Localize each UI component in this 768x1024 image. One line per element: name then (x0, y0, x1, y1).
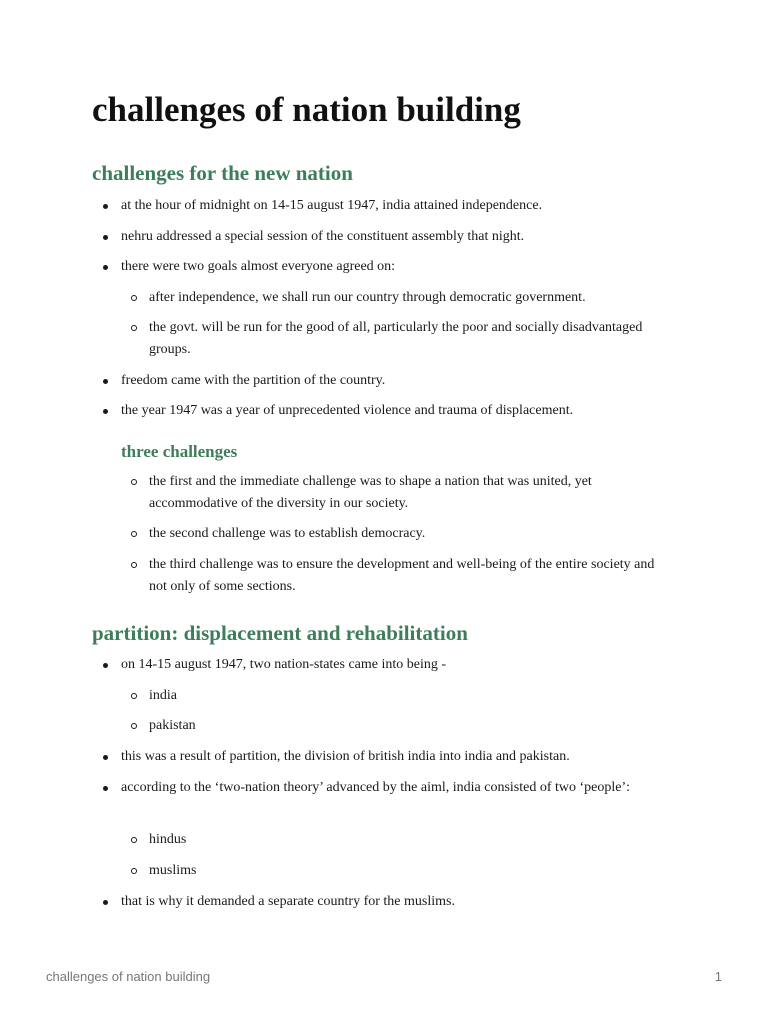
sub-list-item: the second challenge was to establish democracy. (149, 523, 661, 545)
list-item: the year 1947 was a year of unprecedented violence and trauma of displacement. (121, 400, 661, 422)
list-item: on 14-15 august 1947, two nation-states came into being - (121, 654, 661, 676)
sub-list-item: muslims (149, 860, 661, 882)
section-heading-partition: partition: displacement and rehabilitation (92, 621, 468, 645)
list-item: nehru addressed a special session of the constituent assembly that night. (121, 226, 661, 248)
list-item: according to the ‘two-nation theory’ advanced by the aiml, india consisted of two ‘people’: (121, 777, 661, 799)
sub-list-item: the first and the immediate challenge was to shape a nation that was united, yet accommodative of the diversity in our society. (149, 471, 661, 515)
sub-list-item: the govt. will be run for the good of all, particularly the poor and socially disadvantaged groups. (149, 317, 661, 361)
sub-list-item: hindus (149, 829, 661, 851)
list-item: freedom came with the partition of the country. (121, 370, 661, 392)
sub-list-item: after independence, we shall run our country through democratic government. (149, 287, 661, 309)
list-item: this was a result of partition, the division of british india into india and pakistan. (121, 746, 661, 768)
section-heading-new-nation: challenges for the new nation (92, 161, 353, 185)
subsection-heading-three-challenges: three challenges (121, 442, 238, 461)
sub-list-item: the third challenge was to ensure the development and well-being of the entire society and not only of some sections. (149, 554, 661, 598)
list-item: there were two goals almost everyone agreed on: (121, 256, 661, 278)
sub-list-item: pakistan (149, 715, 661, 737)
sub-list-item: india (149, 685, 661, 707)
list-item: at the hour of midnight on 14-15 august 1947, india attained independence. (121, 195, 661, 217)
list-item: that is why it demanded a separate country for the muslims. (121, 891, 661, 913)
page-number: 1 (714, 969, 722, 984)
footer-title: challenges of nation building (46, 969, 211, 984)
page-title: challenges of nation building (92, 90, 521, 129)
